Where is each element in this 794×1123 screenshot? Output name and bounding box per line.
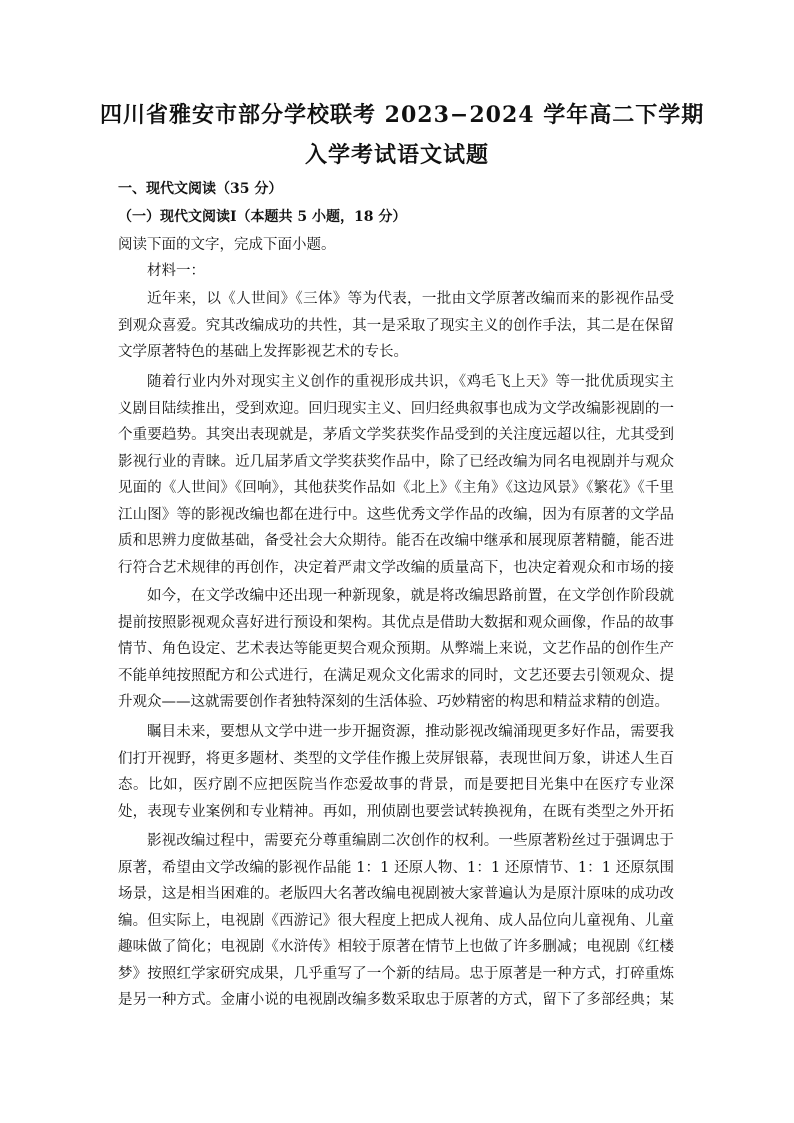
- paragraph-4: 瞩目未来，要想从文学中进一步开掘资源，推动影视改编涌现更多好作品，需要我们打开视野，将更多题材、类型的文学佳作搬上荧屏银幕，表现世间万象，讲述人生百态。比如，医疗剧不应把医院当作恋爱故事的背景，而是要把目光集中在医疗专业深处，表现专业案例和专业精神。再如，刑侦剧也要尝试转换视角，在既有类型之外开拓: [118, 724, 674, 820]
- exam-title-line2: 入学考试语文试题: [304, 142, 489, 168]
- subsection-heading: （一）现代文阅读Ⅰ（本题共 5 小题，18 分）: [118, 209, 407, 225]
- paragraph-1: 近年来，以《人世间》《三体》等为代表，一批由文学原著改编而来的影视作品受到观众喜爱。究其改编成功的共性，其一是采取了现实主义的创作手法，其二是在保留文学原著特色的基础上发挥影视艺术的专长。: [118, 291, 674, 360]
- paragraph-5: 影视改编过程中，需要充分尊重编剧二次创作的权利。一些原著粉丝过于强调忠于原著，希望由文学改编的影视作品能 1：1 还原人物、1：1 还原情节、1：1 还原氛围场景，这是相当困难的。老版四大名著改编电视剧被大家普遍认为是原汁原味的成功改编。但实际上，电视剧《西游记》很大程度上把成人视角、成人品位向儿童视角、儿童趣味做了简化；电视剧《水浒传》相较于原著在情节上也做了许多删减；电视剧《红楼梦》按照红学家研究成果，几乎重写了一个新的结局。忠于原著是一种方式，打碎重炼是另一种方式。金庸小说的电视剧改编多数采取忠于原著的方式，留下了多部经典；某: [118, 833, 674, 1008]
- exam-title-line1: 四川省雅安市部分学校联考 2023−2024 学年高二下学期: [100, 102, 705, 128]
- instruction-text: 阅读下面的文字，完成下面小题。: [118, 237, 336, 253]
- paragraph-2: 随着行业内外对现实主义创作的重视形成共识，《鸡毛飞上天》等一批优质现实主义剧目陆续推出，受到欢迎。回归现实主义、回归经典叙事也成为文学改编影视剧的一个重要趋势。其突出表现就是，茅盾文学奖获奖作品受到的关注度远超以往，尤其受到影视行业的青睐。近几届茅盾文学奖获奖作品中，除了已经改编为同名电视剧并与观众见面的《人世间》《回响》，其他获奖作品如《北上》《主角》《这边风景》《繁花》《千里江山图》等的影视改编也都在进行中。这些优秀文学作品的改编，因为有原著的文学品质和思辨力度做基础，备受社会大众期待。能否在改编中继承和展现原著精髓，能否进行符合艺术规律的再创作，决定着严肃文学改编的质量高下，也决定着观众和市场的接: [118, 374, 674, 576]
- section-heading: 一、现代文阅读（35 分）: [118, 181, 283, 197]
- material-label: 材料一：: [147, 263, 205, 279]
- paragraph-3: 如今，在文学改编中还出现一种新现象，就是将改编思路前置，在文学创作阶段就提前按照影视观众喜好进行预设和架构。其优点是借助大数据和观众画像，作品的故事情节、角色设定、艺术表达等能更契合观众预期。从弊端上来说，文艺作品的创作生产不能单纯按照配方和公式进行，在满足观众文化需求的同时，文艺还要去引领观众、提升观众——这就需要创作者独特深刻的生活体验、巧妙精密的构思和精益求精的创造。: [118, 588, 674, 710]
